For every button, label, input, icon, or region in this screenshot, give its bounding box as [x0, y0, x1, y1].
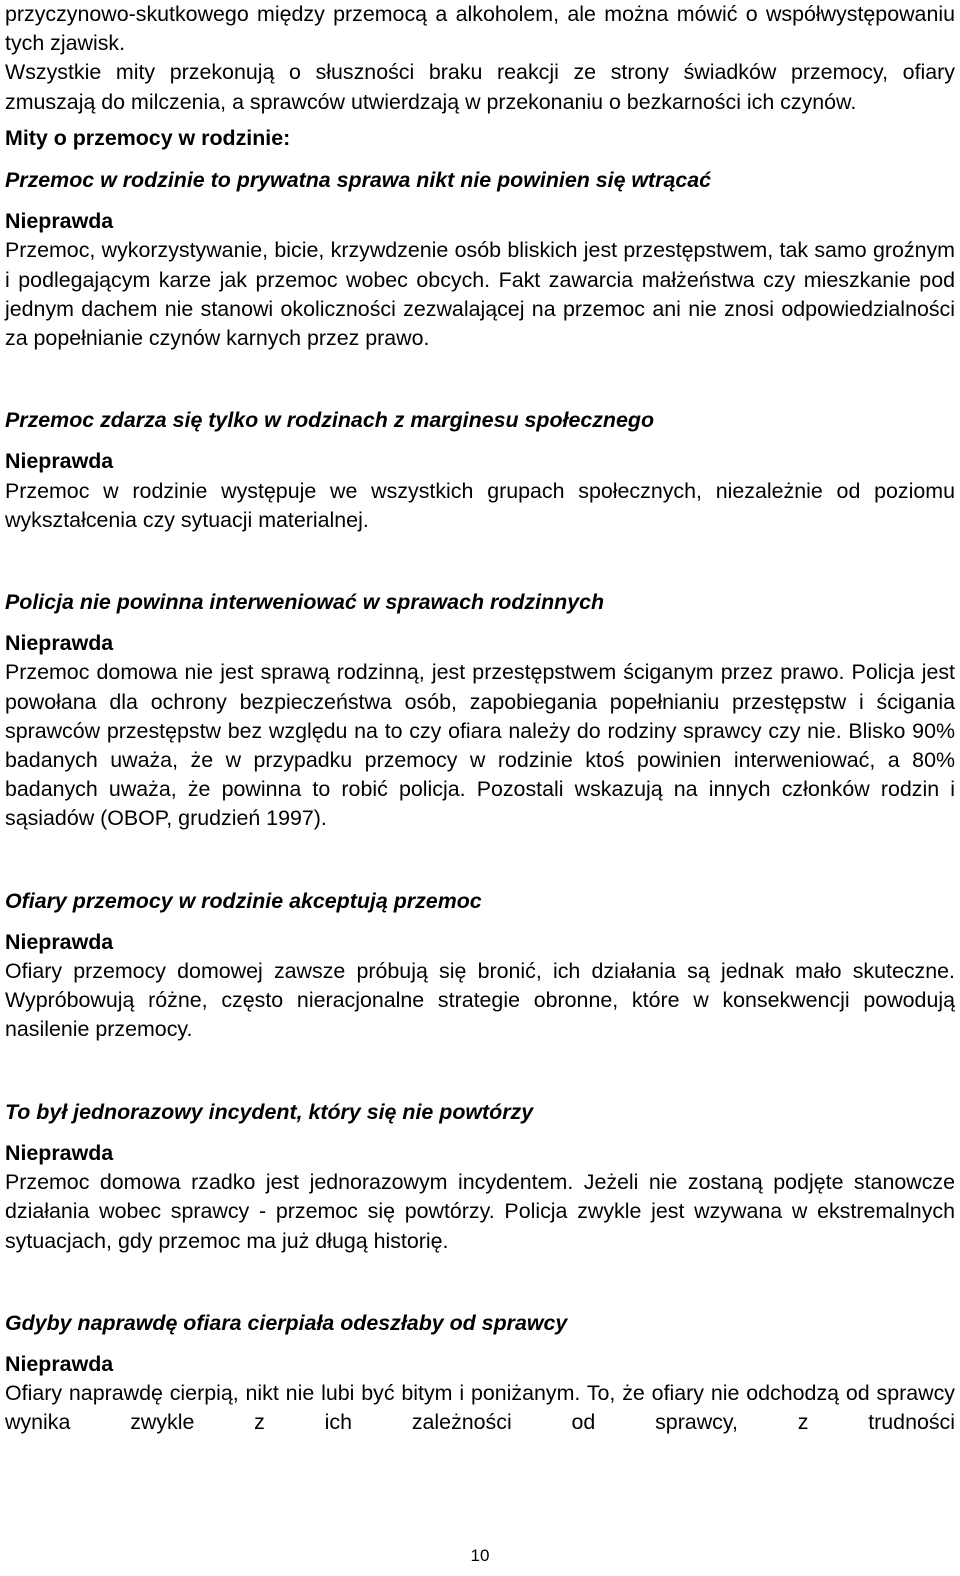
myth-explanation: Ofiary naprawdę cierpią, nikt nie lubi być bitym i poniżanym. To, że ofiary nie odchodzą od sprawcy wynika zwykle z ich zależności od sprawcy, z trudności [5, 1381, 955, 1435]
myth-verdict: Nieprawda [5, 929, 114, 954]
myth-title: Gdyby naprawdę ofiara cierpiała odeszłaby od sprawcy [5, 1310, 568, 1335]
myth-explanation: Przemoc domowa nie jest sprawą rodzinną, jest przestępstwem ściganym przez prawo. Policja jest powołana dla ochrony bezpieczeństwa osób, zapobiegania popełnianiu przestępstw i ścigania sprawców przestępstw bez względu na to czy ofiara należy do rodziny sprawcy czy nie. Blisko 90% badanych uważa, że w przypadku przemocy w rodzinie ktoś powinien interweniować, a 80% badanych uważa, że powinna to robić policja. Pozostali wskazują na innych członków rodzin i sąsiadów (OBOP, grudzień 1997). [5, 660, 955, 831]
intro-paragraph-1: przyczynowo-skutkowego między przemocą a alkoholem, ale można mówić o współwystępowaniu tych zjawisk. [5, 2, 955, 56]
myth-title: Przemoc w rodzinie to prywatna sprawa nikt nie powinien się wtrącać [5, 168, 712, 193]
section-heading: Mity o przemocy w rodzinie: [5, 125, 291, 150]
myth-title: To był jednorazowy incydent, który się nie powtórzy [5, 1099, 534, 1124]
myth-title: Przemoc zdarza się tylko w rodzinach z marginesu społecznego [5, 408, 655, 433]
myth-verdict: Nieprawda [5, 1351, 114, 1376]
myth-block [5, 1098, 955, 1256]
myth-explanation: Przemoc domowa rzadko jest jednorazowym incydentem. Jeżeli nie zostaną podjęte stanowcze działania wobec sprawcy - przemoc się powtórzy. Policja zwykle jest wzywana w ekstremalnych sytuacjach, gdy przemoc ma już długą historię. [5, 1170, 955, 1253]
page-number: 10 [470, 1546, 490, 1565]
myth-block [5, 406, 955, 535]
myth-explanation: Przemoc w rodzinie występuje we wszystkich grupach społecznych, niezależnie od poziomu wykształcenia czy sytuacji materialnej. [5, 478, 955, 532]
document-page [5, 0, 955, 1438]
intro-paragraph-2: Wszystkie mity przekonują o słuszności braku reakcji ze strony świadków przemocy, ofiary zmuszają do milczenia, a sprawców utwierdzają w przekonaniu o bezkarności ich czynów. [5, 60, 955, 114]
myth-verdict: Nieprawda [5, 209, 114, 234]
myth-verdict: Nieprawda [5, 631, 114, 656]
myth-title: Ofiary przemocy w rodzinie akceptują przemoc [5, 888, 482, 913]
myth-verdict: Nieprawda [5, 449, 114, 474]
myth-title: Policja nie powinna interweniować w sprawach rodzinnych [5, 590, 605, 615]
myth-explanation: Ofiary przemocy domowej zawsze próbują się bronić, ich działania są jednak mało skuteczne. Wypróbowują różne, często nieracjonalne strategie obronne, które w konsekwencji powodują nasilenie przemocy. [5, 959, 955, 1042]
myth-block [5, 166, 955, 353]
myth-explanation: Przemoc, wykorzystywanie, bicie, krzywdzenie osób bliskich jest przestępstwem, tak samo groźnym i podlegającym karze jak przemoc wobec obcych. Fakt zawarcia małżeństwa czy mieszkanie pod jednym dachem nie stanowi okoliczności zezwalającej na przemoc ani nie znosi odpowiedzialności za popełnianie czynów karnych przez prawo. [5, 238, 955, 351]
myth-verdict: Nieprawda [5, 1140, 114, 1165]
myth-block [5, 588, 955, 834]
myth-block [5, 1309, 955, 1438]
myth-block [5, 887, 955, 1045]
